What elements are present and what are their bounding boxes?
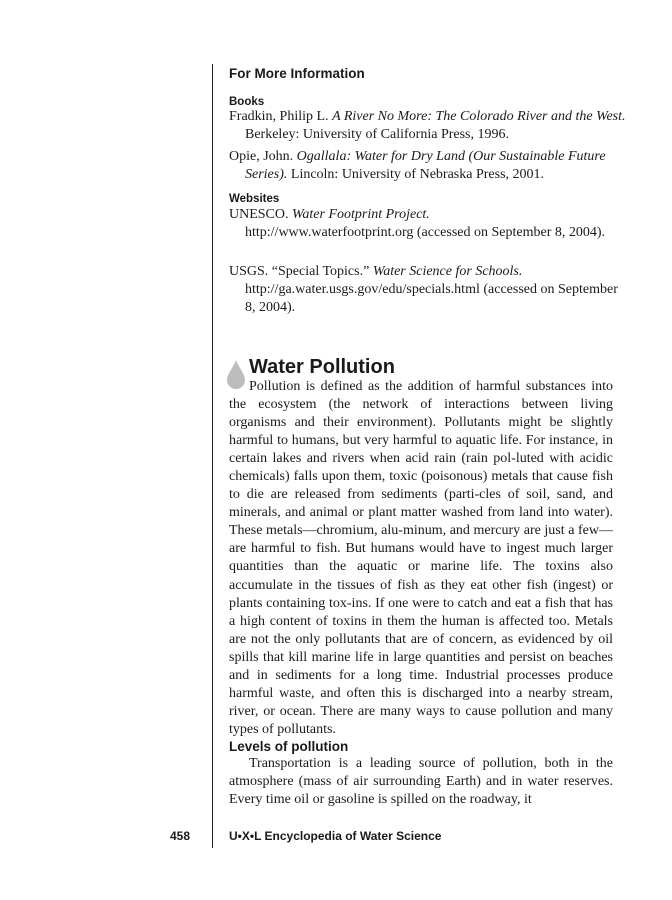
book-entry: Opie, John. Ogallala: Water for Dry Land (Our Sustainable Future Series). Lincoln: University of Nebraska Press, 2001.	[229, 149, 606, 182]
website-entry: USGS. “Special Topics.” Water Science for Schools. http://ga.water.usgs.gov/edu/specials.html (accessed on September 8, 2004).	[229, 264, 618, 315]
subsection-heading: Levels of pollution	[229, 739, 349, 754]
page-number: 458	[170, 829, 191, 843]
websites-heading: Websites	[229, 193, 280, 205]
margin-rule	[212, 64, 213, 826]
subsection-paragraph: Transportation is a leading source of pollution, both in the atmosphere (mass of air surrounding Earth) and in water reserves. Every time oil or gasoline is spilled on the roadway, it	[229, 756, 613, 808]
website-entry: UNESCO. Water Footprint Project. http://www.waterfootprint.org (accessed on September 8, 2004).	[229, 207, 606, 240]
section-title: Water Pollution	[249, 356, 395, 378]
footer-rule	[212, 826, 213, 848]
book-entry: Fradkin, Philip L. A River No More: The Colorado River and the West. Berkeley: University of California Press, 1996.	[229, 109, 626, 142]
running-footer-title: U•X•L Encyclopedia of Water Science	[229, 829, 442, 843]
section-paragraph: Pollution is defined as the addition of harmful substances into the ecosystem (the network of interactions between living organisms and their environment). Pollutants might be slightly harmful to humans, but very harmful to aquatic life. For instance, in certain lakes and rivers when acid rain (rain pol-luted with acidic chemicals) falls upon them, toxic (poisonous) metals that cause fish to die are released from sediments (parti-cles of soil, sand, and minerals, and animal or plant matter washed from land into water). These metals—chromium, alu-minum, and mercury are just a few—are harmful to fish. But humans would have to ingest much larger quantities than the aquatic or marine life. The toxins also accumulate in the tissues of fish as they eat other fish (ingest) or plants containing tox-ins. If one were to catch and eat a fish that has a high content of toxins in them the human is affected too. Metals are not the only pollutants that are of concern, as evidenced by oil spills that kill marine life in large quantities and persist on beaches and in sediments for a long time. Industrial processes produce harmful waste, and often this is discharged into a nearby stream, river, or ocean. There are many ways to cause pollution and many types of pollutants.	[229, 379, 613, 737]
books-heading: Books	[229, 96, 265, 108]
more-info-heading: For More Information	[229, 66, 365, 81]
